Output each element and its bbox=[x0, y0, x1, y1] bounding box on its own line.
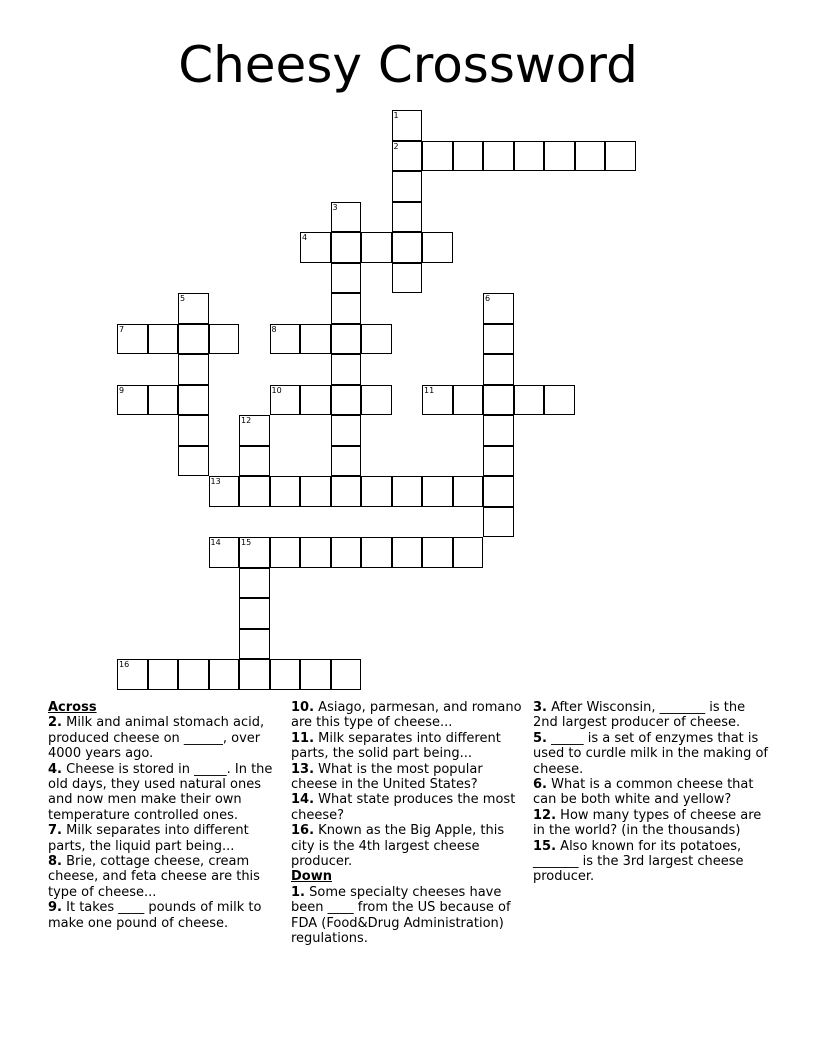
crossword-cell[interactable] bbox=[361, 232, 392, 263]
cell-number: 2 bbox=[393, 141, 399, 151]
crossword-cell-15[interactable] bbox=[239, 537, 270, 568]
clue-across-9 bbox=[48, 900, 283, 931]
crossword-cell[interactable] bbox=[483, 415, 514, 446]
clue-down-15 bbox=[533, 839, 768, 885]
crossword-cell[interactable] bbox=[483, 354, 514, 385]
clue-number: 4. bbox=[48, 761, 62, 777]
crossword-cell-2[interactable] bbox=[392, 141, 423, 172]
crossword-cell[interactable] bbox=[575, 141, 606, 172]
clue-text: Milk and animal stomach acid, produced cheese on ______, over 4000 years ago. bbox=[48, 715, 265, 762]
clue-down-12 bbox=[533, 808, 768, 839]
crossword-cell[interactable] bbox=[300, 324, 331, 355]
crossword-cell[interactable] bbox=[331, 385, 362, 416]
clue-down-3 bbox=[533, 700, 768, 731]
crossword-cell[interactable] bbox=[148, 324, 179, 355]
clue-text: It takes ____ pounds of milk to make one pound of cheese. bbox=[48, 900, 262, 931]
cell-number: 16 bbox=[119, 660, 130, 669]
cell-number: 11 bbox=[424, 385, 435, 395]
crossword-cell[interactable] bbox=[239, 446, 270, 477]
crossword-cell[interactable] bbox=[239, 598, 270, 629]
crossword-cell-14[interactable] bbox=[209, 537, 240, 568]
clue-number: 7. bbox=[48, 823, 62, 839]
crossword-cell[interactable] bbox=[392, 171, 423, 202]
crossword-cell[interactable] bbox=[300, 537, 331, 568]
crossword-cell[interactable] bbox=[422, 232, 453, 263]
clues-column-2 bbox=[291, 700, 525, 947]
crossword-cell[interactable] bbox=[361, 537, 392, 568]
clues-column-3 bbox=[533, 700, 768, 885]
crossword-cell[interactable] bbox=[331, 232, 362, 263]
crossword-cell[interactable] bbox=[209, 324, 240, 355]
clue-number: 13. bbox=[291, 761, 315, 777]
clue-down-6 bbox=[533, 777, 768, 808]
crossword-cell[interactable] bbox=[178, 415, 209, 446]
clue-text: Also known for its potatoes, _______ is the 3rd largest cheese producer. bbox=[533, 838, 744, 885]
across-header: Across bbox=[48, 700, 97, 715]
crossword-cell[interactable] bbox=[331, 476, 362, 507]
crossword-cell-6[interactable] bbox=[483, 293, 514, 324]
clue-text: What is the most popular cheese in the United States? bbox=[291, 761, 483, 793]
crossword-cell[interactable] bbox=[148, 659, 179, 690]
cell-number: 7 bbox=[119, 324, 125, 334]
clue-text: Milk separates into different parts, the liquid part being... bbox=[48, 823, 249, 854]
crossword-cell-9[interactable] bbox=[117, 385, 148, 416]
clue-across-2 bbox=[48, 715, 283, 761]
crossword-cell-11[interactable] bbox=[422, 385, 453, 416]
clue-text: How many types of cheese are in the world? (in the thousands) bbox=[533, 807, 762, 839]
cell-number: 3 bbox=[332, 202, 338, 212]
clue-number: 11. bbox=[291, 730, 315, 746]
crossword-cell-1[interactable] bbox=[392, 110, 423, 141]
cell-number: 5 bbox=[180, 294, 186, 303]
crossword-cell[interactable] bbox=[483, 385, 514, 416]
crossword-cell-13[interactable] bbox=[209, 476, 240, 507]
crossword-cell[interactable] bbox=[361, 324, 392, 355]
clue-text: What state produces the most cheese? bbox=[291, 792, 516, 823]
clue-number: 14. bbox=[291, 792, 315, 808]
clues-column-1 bbox=[48, 700, 283, 931]
clue-number: 15. bbox=[533, 838, 557, 854]
crossword-cell[interactable] bbox=[483, 324, 514, 355]
cell-number: 6 bbox=[485, 294, 491, 303]
clue-across-10 bbox=[291, 700, 525, 731]
crossword-cell[interactable] bbox=[270, 476, 301, 507]
crossword-cell[interactable] bbox=[422, 537, 453, 568]
clue-across-16 bbox=[291, 823, 525, 869]
cell-number: 9 bbox=[119, 385, 125, 395]
crossword-cell[interactable] bbox=[331, 537, 362, 568]
clue-text: What is a common cheese that can be both white and yellow? bbox=[533, 777, 754, 808]
clue-number: 9. bbox=[48, 900, 62, 916]
crossword-cell[interactable] bbox=[178, 385, 209, 416]
crossword-cell[interactable] bbox=[331, 354, 362, 385]
crossword-cell[interactable] bbox=[331, 324, 362, 355]
clue-number: 10. bbox=[291, 700, 315, 715]
clue-across-13 bbox=[291, 762, 525, 793]
crossword-cell[interactable] bbox=[239, 568, 270, 599]
crossword-cell-12[interactable] bbox=[239, 415, 270, 446]
crossword-cell-10[interactable] bbox=[270, 385, 301, 416]
crossword-cell[interactable] bbox=[605, 141, 636, 172]
clue-text: Brie, cottage cheese, cream cheese, and feta cheese are this type of cheese... bbox=[48, 854, 260, 900]
cell-number: 12 bbox=[241, 416, 252, 425]
crossword-cell[interactable] bbox=[209, 659, 240, 690]
crossword-cell-7[interactable] bbox=[117, 324, 148, 355]
clue-number: 2. bbox=[48, 715, 62, 731]
clue-number: 16. bbox=[291, 823, 315, 839]
crossword-cell[interactable] bbox=[361, 385, 392, 416]
clue-number: 6. bbox=[533, 777, 547, 793]
crossword-cell[interactable] bbox=[483, 446, 514, 477]
crossword-cell[interactable] bbox=[300, 385, 331, 416]
crossword-cell[interactable] bbox=[148, 385, 179, 416]
crossword-cell[interactable] bbox=[331, 659, 362, 690]
page-title: Cheesy Crossword bbox=[178, 36, 638, 94]
crossword-cell[interactable] bbox=[178, 324, 209, 355]
clue-across-11 bbox=[291, 731, 525, 762]
clue-text: Milk separates into different parts, the solid part being... bbox=[291, 730, 501, 762]
crossword-cell[interactable] bbox=[392, 263, 423, 294]
clue-across-7 bbox=[48, 823, 283, 854]
crossword-cell-3[interactable] bbox=[331, 202, 362, 233]
clue-across-8 bbox=[48, 854, 283, 900]
crossword-cell[interactable] bbox=[453, 537, 484, 568]
crossword-cell[interactable] bbox=[331, 293, 362, 324]
crossword-cell[interactable] bbox=[270, 659, 301, 690]
crossword-cell[interactable] bbox=[239, 476, 270, 507]
clue-across-4 bbox=[48, 762, 283, 824]
crossword-cell[interactable] bbox=[331, 415, 362, 446]
crossword-cell[interactable] bbox=[300, 476, 331, 507]
clue-text: Asiago, parmesan, and romano are this type of cheese... bbox=[291, 700, 522, 731]
crossword-cell[interactable] bbox=[453, 385, 484, 416]
clue-text: _____ is a set of enzymes that is used to curdle milk in the making of cheese. bbox=[533, 730, 768, 777]
crossword-cell[interactable] bbox=[544, 141, 575, 172]
crossword-cell[interactable] bbox=[239, 659, 270, 690]
crossword-cell[interactable] bbox=[178, 354, 209, 385]
clue-down-5 bbox=[533, 731, 768, 777]
crossword-cell-16[interactable] bbox=[117, 659, 148, 690]
clue-text: Cheese is stored in _____. In the old days, they used natural ones and now men make their own temperature controlled ones. bbox=[48, 761, 273, 823]
cell-number: 8 bbox=[271, 324, 277, 334]
crossword-cell[interactable] bbox=[483, 507, 514, 538]
clue-number: 3. bbox=[533, 700, 547, 715]
crossword-cell[interactable] bbox=[300, 659, 331, 690]
clue-text: Known as the Big Apple, this city is the 4th largest cheese producer. bbox=[291, 823, 505, 870]
cell-number: 4 bbox=[302, 233, 308, 242]
crossword-cell[interactable] bbox=[331, 263, 362, 294]
crossword-cell-8[interactable] bbox=[270, 324, 301, 355]
crossword-cell[interactable] bbox=[361, 476, 392, 507]
crossword-cell[interactable] bbox=[392, 476, 423, 507]
clue-number: 8. bbox=[48, 854, 62, 870]
crossword-cell[interactable] bbox=[483, 476, 514, 507]
clue-number: 1. bbox=[291, 884, 305, 900]
crossword-cell[interactable] bbox=[239, 629, 270, 660]
cell-number: 15 bbox=[241, 538, 252, 547]
crossword-cell[interactable] bbox=[453, 476, 484, 507]
crossword-cell[interactable] bbox=[178, 446, 209, 477]
crossword-cell-5[interactable] bbox=[178, 293, 209, 324]
down-header: Down bbox=[291, 869, 332, 885]
clue-down-1 bbox=[291, 885, 525, 947]
cell-number: 14 bbox=[210, 538, 221, 547]
crossword-cell[interactable] bbox=[392, 202, 423, 233]
cell-number: 13 bbox=[210, 477, 221, 486]
cell-number: 10 bbox=[271, 385, 282, 395]
crossword-cell[interactable] bbox=[483, 141, 514, 172]
clue-text: After Wisconsin, _______ is the 2nd largest producer of cheese. bbox=[533, 700, 746, 731]
crossword-cell[interactable] bbox=[331, 446, 362, 477]
crossword-cell-4[interactable] bbox=[300, 232, 331, 263]
crossword-cell[interactable] bbox=[514, 385, 545, 416]
clue-number: 5. bbox=[533, 730, 547, 746]
crossword-cell[interactable] bbox=[422, 141, 453, 172]
clue-text: Some specialty cheeses have been ____ from the US because of FDA (Food&Drug Administration) regulations. bbox=[291, 884, 511, 947]
crossword-cell[interactable] bbox=[514, 141, 545, 172]
crossword-cell[interactable] bbox=[422, 476, 453, 507]
clue-across-14 bbox=[291, 792, 525, 823]
cell-number: 1 bbox=[393, 111, 399, 120]
crossword-cell[interactable] bbox=[178, 659, 209, 690]
crossword-cell[interactable] bbox=[453, 141, 484, 172]
crossword-cell[interactable] bbox=[392, 232, 423, 263]
crossword-cell[interactable] bbox=[392, 537, 423, 568]
clue-number: 12. bbox=[533, 807, 557, 823]
crossword-cell[interactable] bbox=[270, 537, 301, 568]
crossword-cell[interactable] bbox=[544, 385, 575, 416]
